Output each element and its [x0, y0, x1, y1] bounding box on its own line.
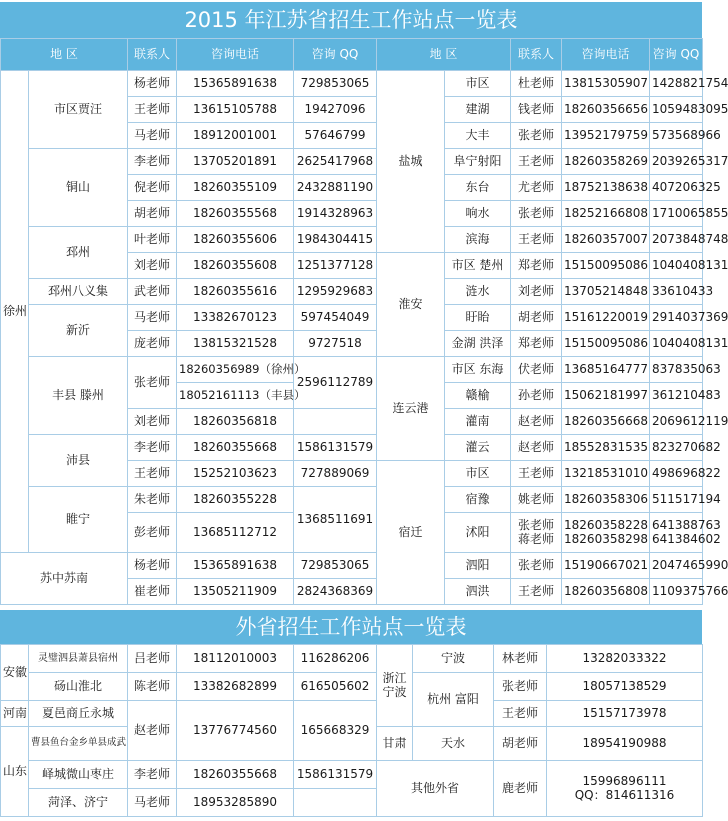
- qq-number: 823270682: [650, 435, 703, 461]
- table-row: [1, 227, 703, 253]
- qq-number: 33610433: [650, 279, 703, 305]
- phone-number: 13615105788: [177, 97, 294, 123]
- qq-number: 2047465990: [650, 553, 703, 579]
- phone-number: 18260356668: [562, 409, 650, 435]
- contact-name: 郑老师: [511, 253, 562, 279]
- contact-name: 吕老师: [128, 645, 177, 673]
- table-row: [1, 553, 703, 579]
- qq-number: 729853065: [294, 71, 377, 97]
- phone-number: 13952179759: [562, 123, 650, 149]
- contact-name: 王老师: [511, 227, 562, 253]
- phone-number: 13685112712: [177, 513, 294, 553]
- qq-number: 1040408131: [650, 331, 703, 357]
- area-name: 市区 楚州: [445, 253, 511, 279]
- qq-number-pair: [650, 513, 721, 553]
- contact-name: 赵老师: [511, 435, 562, 461]
- header-qq: 咨询 QQ: [294, 39, 377, 71]
- contact-name: 陈老师: [128, 673, 177, 701]
- region-lianyungang: 连云港: [377, 357, 445, 461]
- region-yancheng: 盐城: [377, 71, 445, 253]
- qq-number: 2073848748: [650, 227, 703, 253]
- qq-number: 2824368369: [294, 579, 377, 605]
- table-row: [1, 71, 703, 97]
- area-pizhou-bayi: 邳州八义集: [29, 279, 128, 305]
- contact-name: 倪老师: [128, 175, 177, 201]
- jiangsu-table: [0, 38, 728, 605]
- qq-number: [294, 789, 377, 817]
- contact-name: 胡老师: [494, 727, 547, 761]
- contact-name: 王老师: [511, 461, 562, 487]
- phone-number: 15190667021: [562, 553, 650, 579]
- phone-number: 18260358298: [564, 531, 649, 546]
- contact-name: 王老师: [128, 97, 177, 123]
- phone-number: 18260355616: [177, 279, 294, 305]
- region-anhui: 安徽: [1, 645, 29, 701]
- area-name: 金湖 洪泽: [445, 331, 511, 357]
- contact-name: 张老师: [511, 553, 562, 579]
- table-row: [1, 435, 703, 461]
- table-row: [1, 673, 703, 701]
- qq-number: 1586131579: [294, 435, 377, 461]
- qq-number: 2596112789: [294, 357, 377, 409]
- region-henan: 河南: [1, 701, 29, 727]
- phone-number: 18260355109: [177, 175, 294, 201]
- phone-number: 18912001001: [177, 123, 294, 149]
- area-name: 灌南: [445, 409, 511, 435]
- contact-name: 郑老师: [511, 331, 562, 357]
- qq-number: 2039265317: [650, 149, 703, 175]
- area-name: 涟水: [445, 279, 511, 305]
- phone-number: 18954190988: [547, 727, 703, 761]
- qq-number: 165668329: [294, 701, 377, 761]
- area-name: 夏邑商丘永城: [29, 701, 128, 727]
- contact-name: 李老师: [128, 435, 177, 461]
- table-row: [1, 357, 703, 383]
- title-banner-jiangsu: [0, 2, 702, 38]
- phone-number: 15365891638: [177, 553, 294, 579]
- header-region: 地 区: [1, 39, 128, 71]
- area-name: 市区: [445, 71, 511, 97]
- phone-number: 18052161113（丰县）: [177, 383, 294, 409]
- qq-number: 616505602: [294, 673, 377, 701]
- phone-number: 15150095086: [562, 331, 650, 357]
- qq-number: 57646799: [294, 123, 377, 149]
- region-suqian: 宿迁: [377, 461, 445, 605]
- area-name: 滨海: [445, 227, 511, 253]
- area-name: 砀山淮北: [29, 673, 128, 701]
- contact-name: 武老师: [128, 279, 177, 305]
- qq-number: 1059483095: [650, 97, 703, 123]
- area-name: 响水: [445, 201, 511, 227]
- qq-number: 729853065: [294, 553, 377, 579]
- outside-table: [0, 644, 703, 817]
- phone-number: 18552831535: [562, 435, 650, 461]
- region-zhejiang-ningbo: 浙江 宁波: [377, 645, 413, 727]
- area-name: 东台: [445, 175, 511, 201]
- area-name: 灵璧泗县萧县宿州: [29, 645, 128, 673]
- page-title: 2015 年江苏省招生工作站点一览表: [184, 7, 518, 32]
- phone-number: 18252166808: [562, 201, 650, 227]
- phone-number: 18260355606: [177, 227, 294, 253]
- contact-name: 赵老师: [511, 409, 562, 435]
- qq-number: [294, 409, 377, 435]
- qq-number: 2625417968: [294, 149, 377, 175]
- phone-number: 18260357007: [562, 227, 650, 253]
- section-title: 外省招生工作站点一览表: [235, 614, 467, 639]
- phone-number: 13705214848: [562, 279, 650, 305]
- contact-name: 刘老师: [511, 279, 562, 305]
- contact-name: 王老师: [511, 149, 562, 175]
- qq-number: 1109375766: [650, 579, 703, 605]
- area-name: 菏泽、济宁: [29, 789, 128, 817]
- region-other-provinces: 其他外省: [377, 761, 494, 817]
- qq-number: 1914328963: [294, 201, 377, 227]
- phone-number: 15996896111: [582, 773, 667, 788]
- phone-number: 15161220019: [562, 305, 650, 331]
- qq-number: 407206325: [650, 175, 703, 201]
- phone-number: 18260355668: [177, 761, 294, 789]
- phone-number: 13776774560: [177, 701, 294, 761]
- contact-name: 彭老师: [128, 513, 177, 553]
- contact-name: 杨老师: [128, 71, 177, 97]
- table-row: [1, 761, 703, 789]
- area-xinyi: 新沂: [29, 305, 128, 357]
- region-huaian: 淮安: [377, 253, 445, 357]
- qq-number: 511517194: [650, 487, 703, 513]
- header-contact: 联系人: [128, 39, 177, 71]
- qq-number: 1710065855: [650, 201, 703, 227]
- qq-number: 597454049: [294, 305, 377, 331]
- header-region: 地 区: [377, 39, 511, 71]
- qq-number: 573568966: [650, 123, 703, 149]
- area-name: 宁波: [413, 645, 494, 673]
- qq-number: 837835063: [650, 357, 703, 383]
- contact-name: 张老师: [128, 357, 177, 409]
- contact-name: 王老师: [494, 701, 547, 727]
- table-row: [1, 701, 703, 727]
- title-banner-outside: [0, 610, 702, 644]
- contact-name: 杨老师: [128, 553, 177, 579]
- qq-number: 1040408131: [650, 253, 703, 279]
- phone-number: 18057138529: [547, 673, 703, 701]
- region-gansu: 甘肃: [377, 727, 413, 761]
- area-peixian: 沛县: [29, 435, 128, 487]
- contact-name: 孙老师: [511, 383, 562, 409]
- phone-number-pair: [562, 513, 650, 553]
- area-name: 盱眙: [445, 305, 511, 331]
- area-name: 建湖: [445, 97, 511, 123]
- qq-number: 1428821754: [650, 71, 703, 97]
- contact-name: 鹿老师: [494, 761, 547, 817]
- contact-name: 杜老师: [511, 71, 562, 97]
- contact-name: 王老师: [511, 579, 562, 605]
- region-shandong: 山东: [1, 727, 29, 817]
- phone-number: 15252103623: [177, 461, 294, 487]
- area-name: 天水: [413, 727, 494, 761]
- contact-name: 李老师: [128, 761, 177, 789]
- contact-name: 李老师: [128, 149, 177, 175]
- area-name: 阜宁射阳: [445, 149, 511, 175]
- area-tongshan: 铜山: [29, 149, 128, 227]
- phone-number: 18260358269: [562, 149, 650, 175]
- phone-number: 18260356808: [562, 579, 650, 605]
- area-name: 市区: [445, 461, 511, 487]
- contact-name: 刘老师: [128, 253, 177, 279]
- area-name: 灌云: [445, 435, 511, 461]
- qq-number: 1586131579: [294, 761, 377, 789]
- phone-number: 15062181997: [562, 383, 650, 409]
- phone-number: 15150095086: [562, 253, 650, 279]
- contact-name: 胡老师: [511, 305, 562, 331]
- area-pizhou: 邳州: [29, 227, 128, 279]
- contact-name: 蒋老师: [518, 531, 555, 546]
- table-row: [1, 149, 703, 175]
- phone-number: 13382670123: [177, 305, 294, 331]
- phone-number: 18260355228: [177, 487, 294, 513]
- area-name: 宿豫: [445, 487, 511, 513]
- area-jiawang: 市区贾汪: [29, 71, 128, 149]
- phone-number: 18260358228: [564, 517, 649, 532]
- contact-name: 张老师: [511, 201, 562, 227]
- table-row: [1, 487, 703, 513]
- phone-number: 18953285890: [177, 789, 294, 817]
- qq-number: 361210483: [650, 383, 703, 409]
- contact-name: 崔老师: [128, 579, 177, 605]
- phone-number: 18260358306: [562, 487, 650, 513]
- phone-number: 13815305907: [562, 71, 650, 97]
- contact-details: [547, 761, 703, 817]
- phone-number: 13282033322: [547, 645, 703, 673]
- contact-name: 庞老师: [128, 331, 177, 357]
- contact-name: 张老师: [511, 123, 562, 149]
- phone-number: 18260356989（徐州）: [177, 357, 294, 383]
- header-phone: 咨询电话: [562, 39, 650, 71]
- contact-name: 王老师: [128, 461, 177, 487]
- area-suzhongnan: 苏中苏南: [1, 553, 128, 605]
- area-name: 赣榆: [445, 383, 511, 409]
- contact-name: 尤老师: [511, 175, 562, 201]
- area-name: 市区 东海: [445, 357, 511, 383]
- phone-number: 18260355608: [177, 253, 294, 279]
- contact-name: 朱老师: [128, 487, 177, 513]
- qq-number: 1984304415: [294, 227, 377, 253]
- table-header-row: [1, 39, 703, 71]
- contact-name: 叶老师: [128, 227, 177, 253]
- contact-name: 林老师: [494, 645, 547, 673]
- contact-name: 姚老师: [511, 487, 562, 513]
- contact-name: 张老师: [494, 673, 547, 701]
- header-contact: 联系人: [511, 39, 562, 71]
- table-row: [1, 645, 703, 673]
- phone-number: 18112010003: [177, 645, 294, 673]
- area-name: 大丰: [445, 123, 511, 149]
- area-name: 峄城微山枣庄: [29, 761, 128, 789]
- qq-number: 9727518: [294, 331, 377, 357]
- contact-name-pair: [511, 513, 562, 553]
- area-name: 杭州 富阳: [413, 673, 494, 727]
- phone-number: 18260355568: [177, 201, 294, 227]
- qq-number: 1295929683: [294, 279, 377, 305]
- phone-number: 13815321528: [177, 331, 294, 357]
- phone-number: 13705201891: [177, 149, 294, 175]
- table-row: [1, 305, 703, 331]
- qq-number: 1251377128: [294, 253, 377, 279]
- contact-name: 马老师: [128, 123, 177, 149]
- qq-number: 2914037369: [650, 305, 703, 331]
- area-suining: 睢宁: [29, 487, 128, 553]
- header-phone: 咨询电话: [177, 39, 294, 71]
- contact-name: 胡老师: [128, 201, 177, 227]
- phone-number: 18260356818: [177, 409, 294, 435]
- phone-number: 13505211909: [177, 579, 294, 605]
- contact-name: 赵老师: [128, 701, 177, 761]
- qq-number: 19427096: [294, 97, 377, 123]
- phone-number: 13685164777: [562, 357, 650, 383]
- qq-number: 2069612119: [650, 409, 703, 435]
- phone-number: 18260356656: [562, 97, 650, 123]
- qq-number: QQ：814611316: [574, 787, 675, 802]
- phone-number: 18260355668: [177, 435, 294, 461]
- qq-number: 116286206: [294, 645, 377, 673]
- table-row: [1, 279, 703, 305]
- phone-number: 13218531010: [562, 461, 650, 487]
- phone-number: 18752138638: [562, 175, 650, 201]
- qq-number: 2432881190: [294, 175, 377, 201]
- contact-name: 刘老师: [128, 409, 177, 435]
- contact-name: 伏老师: [511, 357, 562, 383]
- qq-number: 498696822: [650, 461, 703, 487]
- area-name: 泗阳: [445, 553, 511, 579]
- area-fengxian-tengzhou: 丰县 滕州: [29, 357, 128, 435]
- area-name: 曹县鱼台金乡单县成武: [29, 727, 128, 761]
- contact-name: 马老师: [128, 789, 177, 817]
- contact-name: 马老师: [128, 305, 177, 331]
- phone-number: 15365891638: [177, 71, 294, 97]
- qq-number: 641384602: [652, 531, 721, 546]
- phone-number: 13382682899: [177, 673, 294, 701]
- contact-name: 钱老师: [511, 97, 562, 123]
- area-name: 泗洪: [445, 579, 511, 605]
- qq-number: 727889069: [294, 461, 377, 487]
- header-qq: 咨询 QQ: [650, 39, 703, 71]
- phone-number: 15157173978: [547, 701, 703, 727]
- region-xuzhou: 徐州: [1, 71, 29, 553]
- contact-name: 张老师: [518, 517, 555, 532]
- qq-number: 641388763: [652, 517, 721, 532]
- area-name: 沭阳: [445, 513, 511, 553]
- qq-number: 1368511691: [294, 487, 377, 553]
